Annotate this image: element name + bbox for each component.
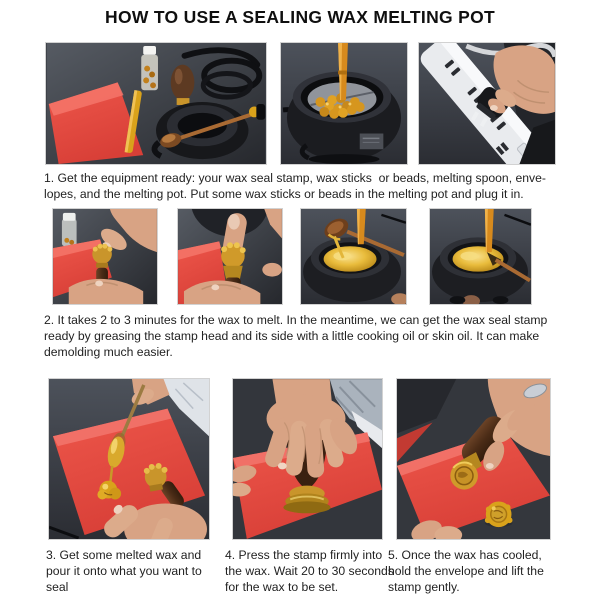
step-5-line-1: 5. Once the wax has cooled, [388, 548, 542, 562]
photo-press-stamp-into-wax [232, 378, 383, 540]
step-1-line-1: 1. Get the equipment ready: your wax seal stamp, wax sticks or beads, melting spoon, enve- [44, 171, 546, 185]
photo-pour-wax-onto-envelope [48, 378, 210, 540]
photo-equipment-ready [45, 42, 267, 165]
pour-wax-onto-envelope-illustration [49, 379, 209, 539]
step-5-line-3: stamp gently. [388, 580, 460, 594]
lift-stamp-reveal-seal-illustration [397, 379, 550, 539]
grease-stamp-head-illustration [53, 209, 157, 304]
step-4-line-3: for the wax to be set. [225, 580, 339, 594]
step-3-line-3: seal [46, 580, 69, 594]
step-2-line-2: ready by greasing the stamp head and its side with a little cooking oil or skin oil. It can make [44, 329, 540, 343]
photo-grease-stamp-closeup [177, 208, 283, 305]
spoon-lifting-melted-wax-illustration [301, 209, 406, 304]
plug-into-power-strip-illustration [419, 43, 555, 164]
photo-grease-stamp-head [52, 208, 158, 305]
photo-lift-stamp-reveal-seal [396, 378, 551, 540]
step-2-line-1: 2. It takes 2 to 3 minutes for the wax to melt. In the meantime, we can get the wax seal stamp [44, 313, 548, 327]
photo-plug-into-power-strip [418, 42, 556, 165]
press-stamp-into-wax-illustration [233, 379, 382, 539]
step-4-line-1: 4. Press the stamp firmly into [225, 548, 383, 562]
step-2-text [44, 312, 547, 360]
equipment-ready-illustration [46, 43, 266, 164]
stir-melted-wax-in-pot-illustration [430, 209, 531, 304]
step-1-text [44, 170, 546, 202]
grease-stamp-closeup-illustration [178, 209, 282, 304]
step-3-line-2: pour it onto what you want to [46, 564, 202, 578]
step-2-line-3: demolding much easier. [44, 345, 173, 359]
step-3-caption [46, 547, 202, 595]
wax-beads-in-pot-illustration [281, 43, 407, 164]
step-5-caption [388, 547, 544, 595]
photo-stir-melted-wax-in-pot [429, 208, 532, 305]
photo-wax-beads-in-pot [280, 42, 408, 165]
step-4-caption [225, 547, 394, 595]
page-title: HOW TO USE A SEALING WAX MELTING POT [105, 7, 495, 27]
step-1-line-2: lopes, and the melting pot. Put some wax sticks or beads in the melting pot and plug it in. [44, 187, 524, 201]
step-4-line-2: the wax. Wait 20 to 30 seconds [225, 564, 394, 578]
step-5-line-2: hold the envelope and lift the [388, 564, 544, 578]
photo-spoon-lifting-melted-wax [300, 208, 407, 305]
step-3-line-1: 3. Get some melted wax and [46, 548, 202, 562]
